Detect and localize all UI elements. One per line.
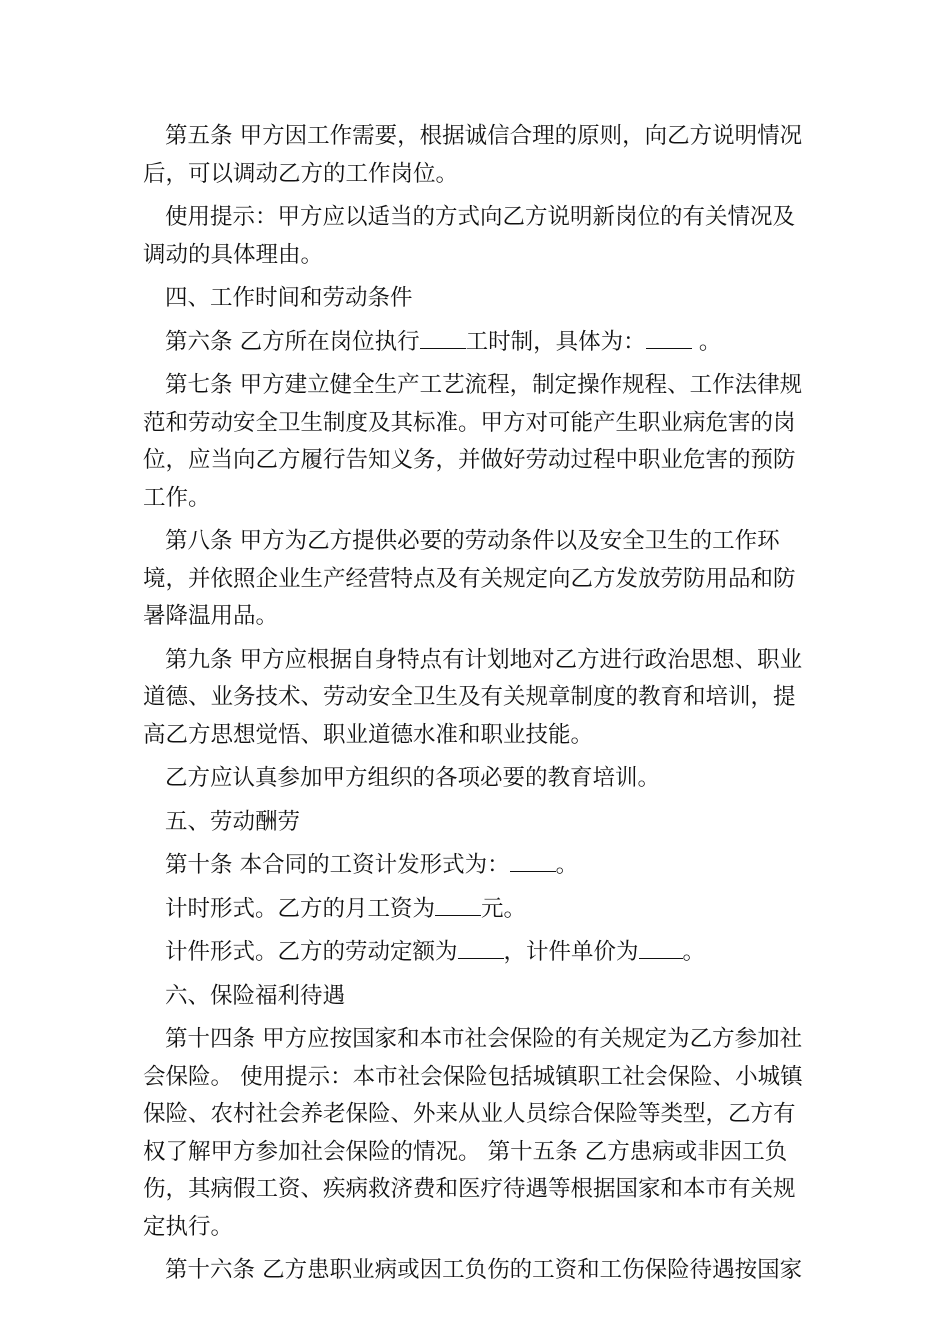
article-9-training: 乙方应认真参加甲方组织的各项必要的教育培训。 (165, 765, 661, 791)
piece-based-text-a: 计件形式。乙方的劳动定额为 (165, 939, 458, 965)
article-7: 第七条 甲方建立健全生产工艺流程，制定操作规程、工作法律规范和劳动安全卫生制度及其标准。甲方对可能产生职业病危害的岗位，应当向乙方履行告知义务，并做好劳动过程中职业危害的预防工作。 (143, 372, 803, 511)
article-10-piece-based (143, 934, 815, 972)
article-10 (143, 847, 815, 885)
blank-monthly-wage (435, 893, 481, 916)
article-14-15: 第十四条 甲方应按国家和本市社会保险的有关规定为乙方参加社会保险。 使用提示：本市社会保险包括城镇职工社会保险、小城镇保险、农村社会养老保险、外来从业人员综合保险等类型，乙方有权了解甲方参加社会保险的情况。 第十五条 乙方患病或非因工负伤，其病假工资、疾病救济费和医疗待遇等根据国家和本市有关规定执行。 (143, 1026, 803, 1240)
article-8: 第八条 甲方为乙方提供必要的劳动条件以及安全卫生的工作环境，并依照企业生产经营特点及有关规定向乙方发放劳防用品和防暑降温用品。 (143, 528, 796, 629)
article-6-text-c: 。 (691, 328, 722, 355)
article-10-text-a: 第十条 本合同的工资计发形式为： (165, 852, 510, 878)
article-10-time-based (143, 891, 815, 929)
time-based-text-b: 元。 (481, 895, 527, 922)
section-heading-6: 六、保险福利待遇 (165, 982, 346, 1009)
article-16: 第十六条 乙方患职业病或因工负伤的工资和工伤保险待遇按国家 (165, 1257, 803, 1283)
time-based-text-a: 计时形式。乙方的月工资为 (165, 895, 436, 922)
piece-based-text-b: ，计件单价为 (503, 939, 639, 965)
section-heading-4: 四、工作时间和劳动条件 (165, 285, 413, 311)
blank-wage-form (510, 849, 556, 872)
blank-piece-rate (639, 936, 683, 959)
article-5: 第五条 甲方因工作需要，根据诚信合理的原则，向乙方说明情况后，可以调动乙方的工作岗位。 (143, 123, 803, 187)
usage-tip-article-5: 使用提示：甲方应以适当的方式向乙方说明新岗位的有关情况及调动的具体理由。 (143, 204, 796, 268)
article-6-text-b: 工时制，具体为： (465, 328, 646, 355)
blank-labor-quota (458, 936, 504, 959)
blank-hours-detail (646, 326, 692, 349)
section-heading-5: 五、劳动酬劳 (165, 808, 301, 835)
article-10-text-b: 。 (555, 852, 579, 878)
article-6 (143, 324, 815, 362)
article-6-text-a: 第六条 乙方所在岗位执行 (165, 328, 420, 355)
piece-based-text-c: 。 (682, 939, 706, 965)
blank-hours-system (420, 326, 466, 349)
article-9: 第九条 甲方应根据自身特点有计划地对乙方进行政治思想、职业道德、业务技术、劳动安全卫生及有关规章制度的教育和培训，提高乙方思想觉悟、职业道德水准和职业技能。 (143, 646, 803, 748)
document-body (143, 118, 815, 1296)
